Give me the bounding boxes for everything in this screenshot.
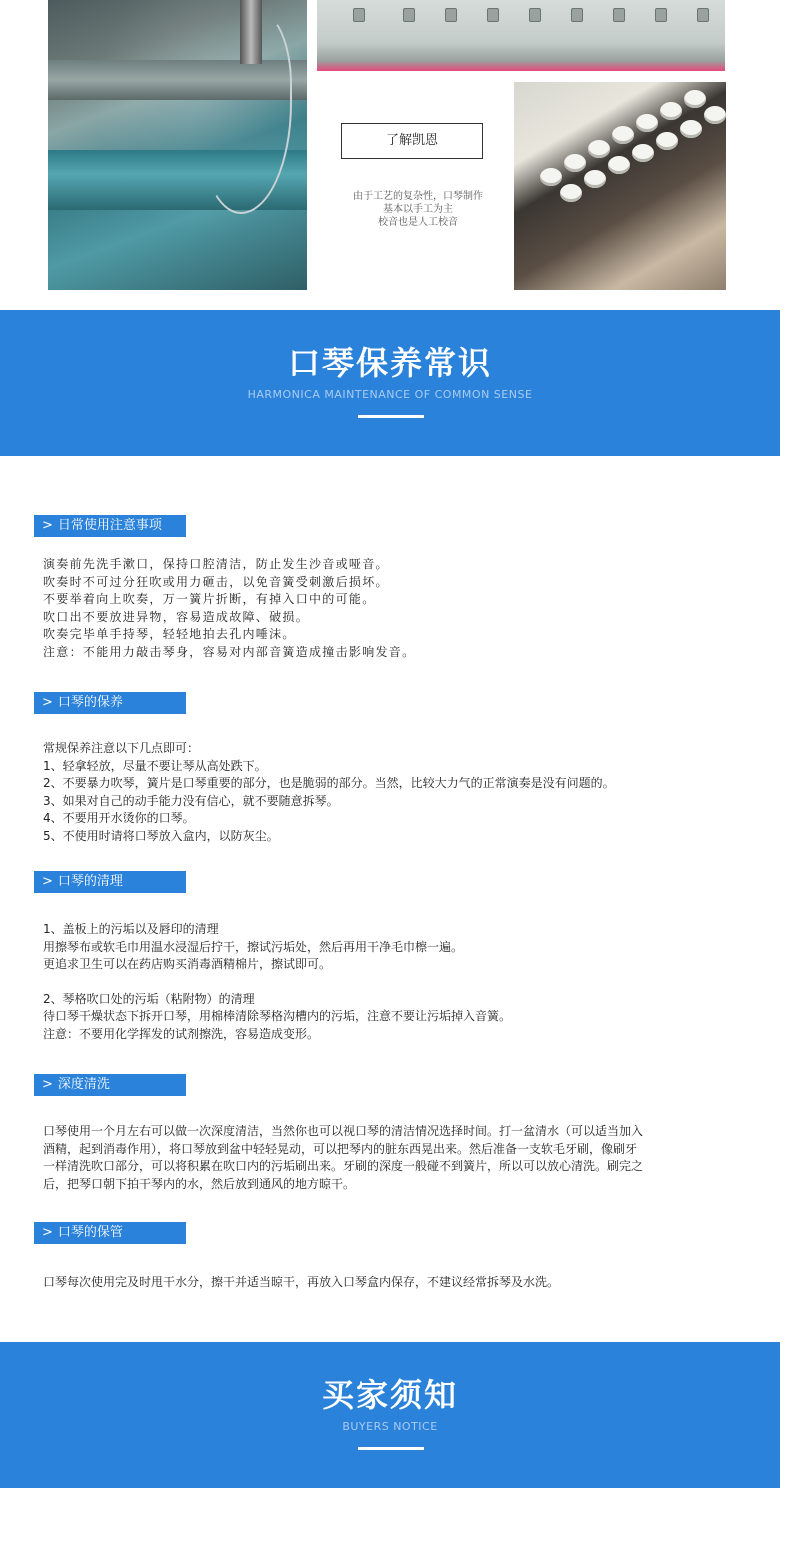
chevron-right-icon: > xyxy=(42,874,53,889)
body-line: 更追求卫生可以在药店购买消毒酒精棉片，擦试即可。 xyxy=(43,957,332,971)
body-line: 4、不要用开水烫你的口琴。 xyxy=(43,811,195,825)
body-line: 常规保养注意以下几点即可： xyxy=(43,741,200,755)
vise-photo xyxy=(48,0,307,290)
buyers-notice-banner xyxy=(0,1342,780,1488)
body-line: 一样清洗吹口部分，可以将积累在吹口内的污垢刷出来。牙刷的深度一般碰不到簧片，所以可以放心清洗。刷完之 xyxy=(43,1159,644,1173)
body-line: 注意：不要用化学挥发的试剂擦洗，容易造成变形。 xyxy=(43,1026,320,1041)
section-heading-label: 口琴的清理 xyxy=(57,874,123,889)
section-heading-label: 口琴的保养 xyxy=(57,695,123,710)
section-heading-cleaning xyxy=(34,871,186,893)
banner-divider xyxy=(358,1447,424,1450)
section-body-deep-clean xyxy=(43,1123,743,1193)
banner-subtitle: HARMONICA MAINTENANCE OF COMMON SENSE xyxy=(247,388,533,401)
body-line: 口琴每次使用完及时甩干水分，擦干并适当晾干，再放入口琴盒内保存，不建议经常拆琴及水洗。 xyxy=(43,1275,560,1289)
body-line: 口琴使用一个月左右可以做一次深度清洁，当然你也可以视口琴的清洁情况选择时间。打一盆清水（可以适当加入 xyxy=(43,1124,644,1138)
reed-plate-photo xyxy=(317,0,725,71)
body-line: 酒精，起到消毒作用），将口琴放到盆中轻轻晃动，可以把琴内的脏东西晃出来。然后准备一支软毛牙刷，像刷牙 xyxy=(43,1141,638,1156)
section-heading-daily-use xyxy=(34,515,186,537)
harmonica-comb-photo xyxy=(514,82,726,290)
caption-line: 基本以手工为主 xyxy=(383,204,453,215)
body-line: 演奏前先洗手漱口，保持口腔清洁，防止发生沙音或哑音。 xyxy=(43,557,389,571)
caption-line: 由于工艺的复杂性，口琴制作 xyxy=(353,191,483,202)
maintenance-banner xyxy=(0,310,780,456)
body-line: 后，把琴口朝下拍干琴内的水，然后放到通风的地方晾干。 xyxy=(43,1176,356,1191)
section-heading-label: 深度清洗 xyxy=(57,1077,110,1092)
body-line: 不要举着向上吹奏，万一簧片折断，有掉入口中的可能。 xyxy=(43,592,376,606)
section-heading-maintenance xyxy=(34,692,186,714)
banner-divider xyxy=(358,415,424,418)
body-line: 吹奏时不可过分狂吹或用力砸击，以免音簧受刺激后损坏。 xyxy=(43,574,389,589)
body-line: 注意：不能用力敲击琴身，容易对内部音簧造成撞击影响发音。 xyxy=(43,644,416,659)
body-line: 待口琴干燥状态下拆开口琴，用棉棒清除琴格沟槽内的污垢，注意不要让污垢掉入音簧。 xyxy=(43,1009,512,1023)
chevron-right-icon: > xyxy=(42,695,53,710)
section-body-cleaning xyxy=(43,921,743,1043)
banner-title: 口琴保养常识 xyxy=(287,344,492,382)
craft-caption xyxy=(330,190,506,229)
paragraph-gap xyxy=(43,974,743,991)
body-line: 2、不要暴力吹琴，簧片是口琴重要的部分，也是脆弱的部分。当然，比较大力气的正常演奏是没有问题的。 xyxy=(43,776,615,790)
body-line: 5、不使用时请将口琴放入盒内，以防灰尘。 xyxy=(43,828,279,843)
body-line: 用擦琴布或软毛巾用温水浸湿后拧干，擦试污垢处，然后再用干净毛巾檫一遍。 xyxy=(43,939,464,954)
banner-subtitle: BUYERS NOTICE xyxy=(342,1420,438,1433)
chevron-right-icon: > xyxy=(42,1225,53,1240)
chevron-right-icon: > xyxy=(42,1077,53,1092)
body-line: 3、如果对自己的动手能力没有信心，就不要随意拆琴。 xyxy=(43,793,339,808)
caption-line: 校音也是人工校音 xyxy=(378,217,458,228)
section-heading-label: 日常使用注意事项 xyxy=(57,518,162,533)
body-line: 1、轻拿轻放，尽量不要让琴从高处跌下。 xyxy=(43,758,267,773)
section-heading-storage xyxy=(34,1222,186,1244)
body-line: 吹奏完毕单手持琴，轻轻地拍去孔内唾沫。 xyxy=(43,627,296,641)
banner-title: 买家须知 xyxy=(321,1376,458,1414)
body-line: 2、琴格吹口处的污垢（粘附物）的清理 xyxy=(43,991,255,1006)
section-heading-deep-clean xyxy=(34,1074,186,1096)
learn-more-button[interactable]: 了解凯恩 xyxy=(341,123,483,159)
body-line: 吹口出不要放进异物，容易造成故障、破损。 xyxy=(43,609,310,624)
body-line: 1、盖板上的污垢以及唇印的清理 xyxy=(43,922,219,936)
chevron-right-icon: > xyxy=(42,518,53,533)
section-body-daily-use xyxy=(43,556,743,661)
section-body-maintenance xyxy=(43,740,743,845)
section-body-storage xyxy=(43,1274,743,1292)
section-heading-label: 口琴的保管 xyxy=(57,1225,123,1240)
